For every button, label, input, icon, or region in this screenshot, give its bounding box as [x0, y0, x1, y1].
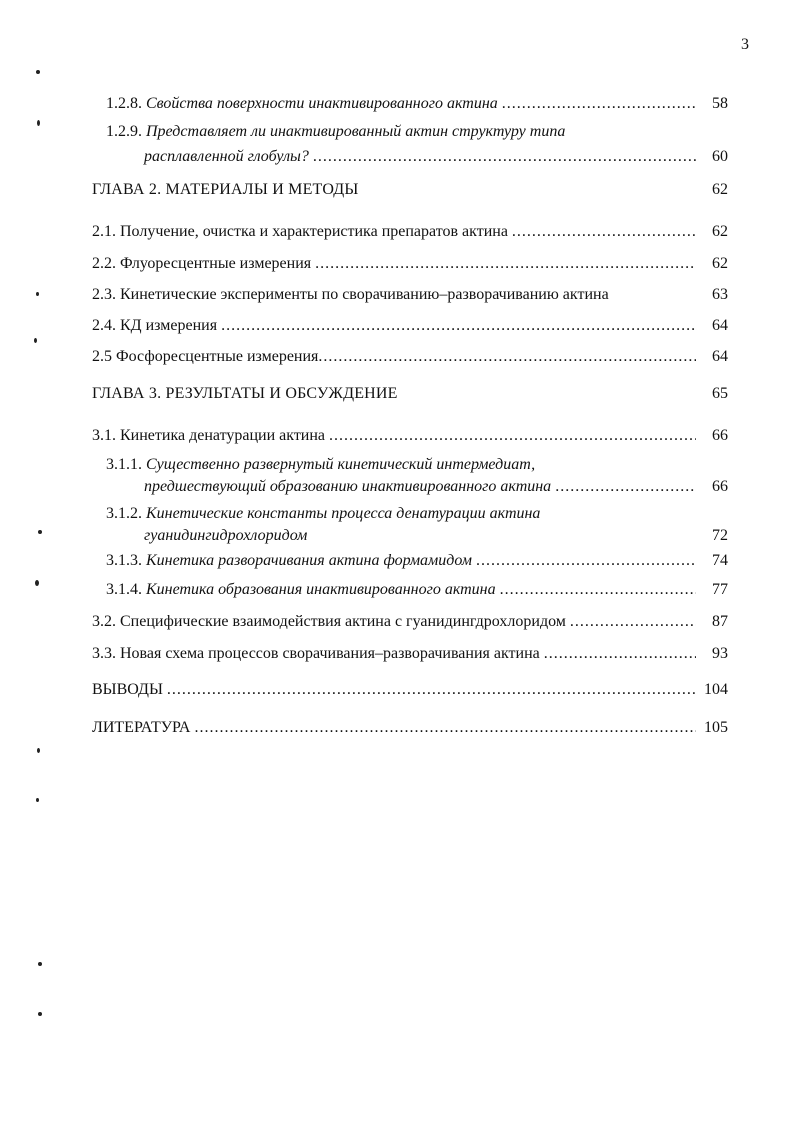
toc-chapter-3[interactable] — [92, 384, 728, 404]
toc-entry-page: 77 — [712, 581, 728, 598]
toc-entry-page: 65 — [712, 385, 728, 402]
toc-entry-title: Представляет ли инактивированный актин структуру типа — [146, 123, 566, 140]
toc-entry-page: 58 — [712, 95, 728, 112]
toc-entry-title: 3.2. Специфические взаимодействия актина с гуанидингдрохлоридом — [92, 613, 566, 630]
toc-entry-page: 104 — [704, 681, 728, 698]
toc-entry-references[interactable] — [92, 718, 728, 738]
dot-leader — [570, 612, 696, 632]
dot-leader — [167, 680, 696, 700]
toc-entry-page: 62 — [712, 255, 728, 272]
toc-entry-page: 66 — [712, 427, 728, 444]
dot-leader — [329, 426, 696, 446]
toc-chapter-2[interactable] — [92, 180, 728, 200]
dot-leader — [500, 580, 696, 600]
dot-leader — [476, 551, 696, 571]
toc-entry-page: 87 — [712, 613, 728, 630]
toc-entry-title: Кинетика образования инактивированного актина — [146, 581, 496, 598]
toc-entry-2-5[interactable] — [92, 347, 728, 367]
toc-entry-number: 3.1.2. — [106, 505, 142, 522]
dot-leader — [221, 316, 696, 336]
toc-entry-title-continuation: расплавленной глобулы? — [144, 148, 309, 165]
toc-entry-number: 1.2.8. — [106, 95, 142, 112]
toc-entry-page: 60 — [712, 148, 728, 165]
toc-entry-title: Кинетика разворачивания актина формамидом — [146, 552, 472, 569]
toc-entry-page: 72 — [712, 527, 728, 544]
dot-leader — [313, 147, 696, 167]
toc-entry-page: 66 — [712, 478, 728, 495]
toc-entry-title-continuation: предшествующий образованию инактивированного актина — [144, 478, 552, 495]
toc-entry-conclusions[interactable] — [92, 680, 728, 700]
scan-speck — [36, 70, 40, 74]
toc-entry-title: 2.4. КД измерения — [92, 317, 218, 334]
dot-leader — [544, 644, 696, 664]
scan-speck — [38, 1012, 42, 1016]
toc-chapter-title: ГЛАВА 2. МАТЕРИАЛЫ И МЕТОДЫ — [92, 181, 359, 198]
scan-speck — [36, 292, 39, 296]
toc-entry-1-2-9[interactable] — [92, 122, 742, 167]
toc-entry-title: 3.3. Новая схема процессов сворачивания–разворачивания актина — [92, 645, 540, 662]
scan-speck — [36, 798, 39, 802]
toc-entry-page: 63 — [712, 286, 728, 303]
scan-speck — [38, 530, 42, 534]
toc-entry-page: 93 — [712, 645, 728, 662]
toc-entry-title: Свойства поверхности инактивированного актина — [146, 95, 498, 112]
toc-entry-title: Кинетические константы процесса денатурации актина — [146, 505, 541, 522]
toc-entry-page: 62 — [712, 223, 728, 240]
toc-entry-page: 105 — [704, 719, 728, 736]
toc-entry-3-1-1[interactable] — [92, 455, 742, 497]
toc-entry-title: 3.1. Кинетика денатурации актина — [92, 427, 326, 444]
toc-entry-number: 3.1.1. — [106, 456, 142, 473]
dot-leader — [315, 254, 696, 274]
dot-leader — [555, 477, 696, 497]
toc-entry-page: 62 — [712, 181, 728, 198]
scan-speck — [34, 338, 37, 343]
toc-entry-3-1-2[interactable] — [92, 504, 742, 546]
toc-entry-page: 74 — [712, 552, 728, 569]
toc-entry-title: 2.3. Кинетические эксперименты по сворачиванию–разворачиванию актина — [92, 286, 609, 303]
toc-entry-title-continuation: гуанидингидрохлоридом — [144, 527, 308, 544]
toc-entry-3-1[interactable] — [92, 426, 728, 446]
toc-entry-3-2[interactable] — [92, 612, 728, 632]
toc-entry-2-2[interactable] — [92, 254, 728, 274]
dot-leader — [194, 718, 696, 738]
toc-entry-number: 3.1.3. — [106, 552, 142, 569]
toc-entry-2-1[interactable] — [92, 222, 728, 242]
page-number: 3 — [741, 36, 749, 53]
toc-entry-page: 64 — [712, 317, 728, 334]
toc-entry-page: 64 — [712, 348, 728, 365]
toc-entry-number: 3.1.4. — [106, 581, 142, 598]
toc-entry-3-1-3[interactable] — [92, 551, 742, 571]
scan-speck — [37, 120, 40, 126]
dot-leader — [502, 94, 696, 114]
toc-entry-3-3[interactable] — [92, 644, 728, 664]
toc-entry-title: ЛИТЕРАТУРА — [92, 719, 191, 736]
toc-entry-title: Существенно развернутый кинетический интермедиат, — [146, 456, 536, 473]
toc-entry-title: 2.2. Флуоресцентные измерения — [92, 255, 312, 272]
dot-leader — [512, 222, 696, 242]
toc-entry-title: ВЫВОДЫ — [92, 681, 163, 698]
scan-speck — [37, 748, 40, 753]
toc-entry-title: 2.5 Фосфоресцентные измерения — [92, 348, 319, 365]
toc-entry-number: 1.2.9. — [106, 123, 142, 140]
toc-entry-2-3[interactable] — [92, 285, 728, 305]
toc-entry-title: 2.1. Получение, очистка и характеристика препаратов актина — [92, 223, 508, 240]
dot-leader — [318, 347, 696, 367]
toc-chapter-title: ГЛАВА 3. РЕЗУЛЬТАТЫ И ОБСУЖДЕНИЕ — [92, 385, 398, 402]
scan-speck — [38, 962, 42, 966]
toc-entry-2-4[interactable] — [92, 316, 728, 336]
scan-speck — [35, 580, 39, 586]
toc-entry-3-1-4[interactable] — [92, 580, 742, 600]
toc-entry-1-2-8[interactable] — [92, 94, 742, 114]
